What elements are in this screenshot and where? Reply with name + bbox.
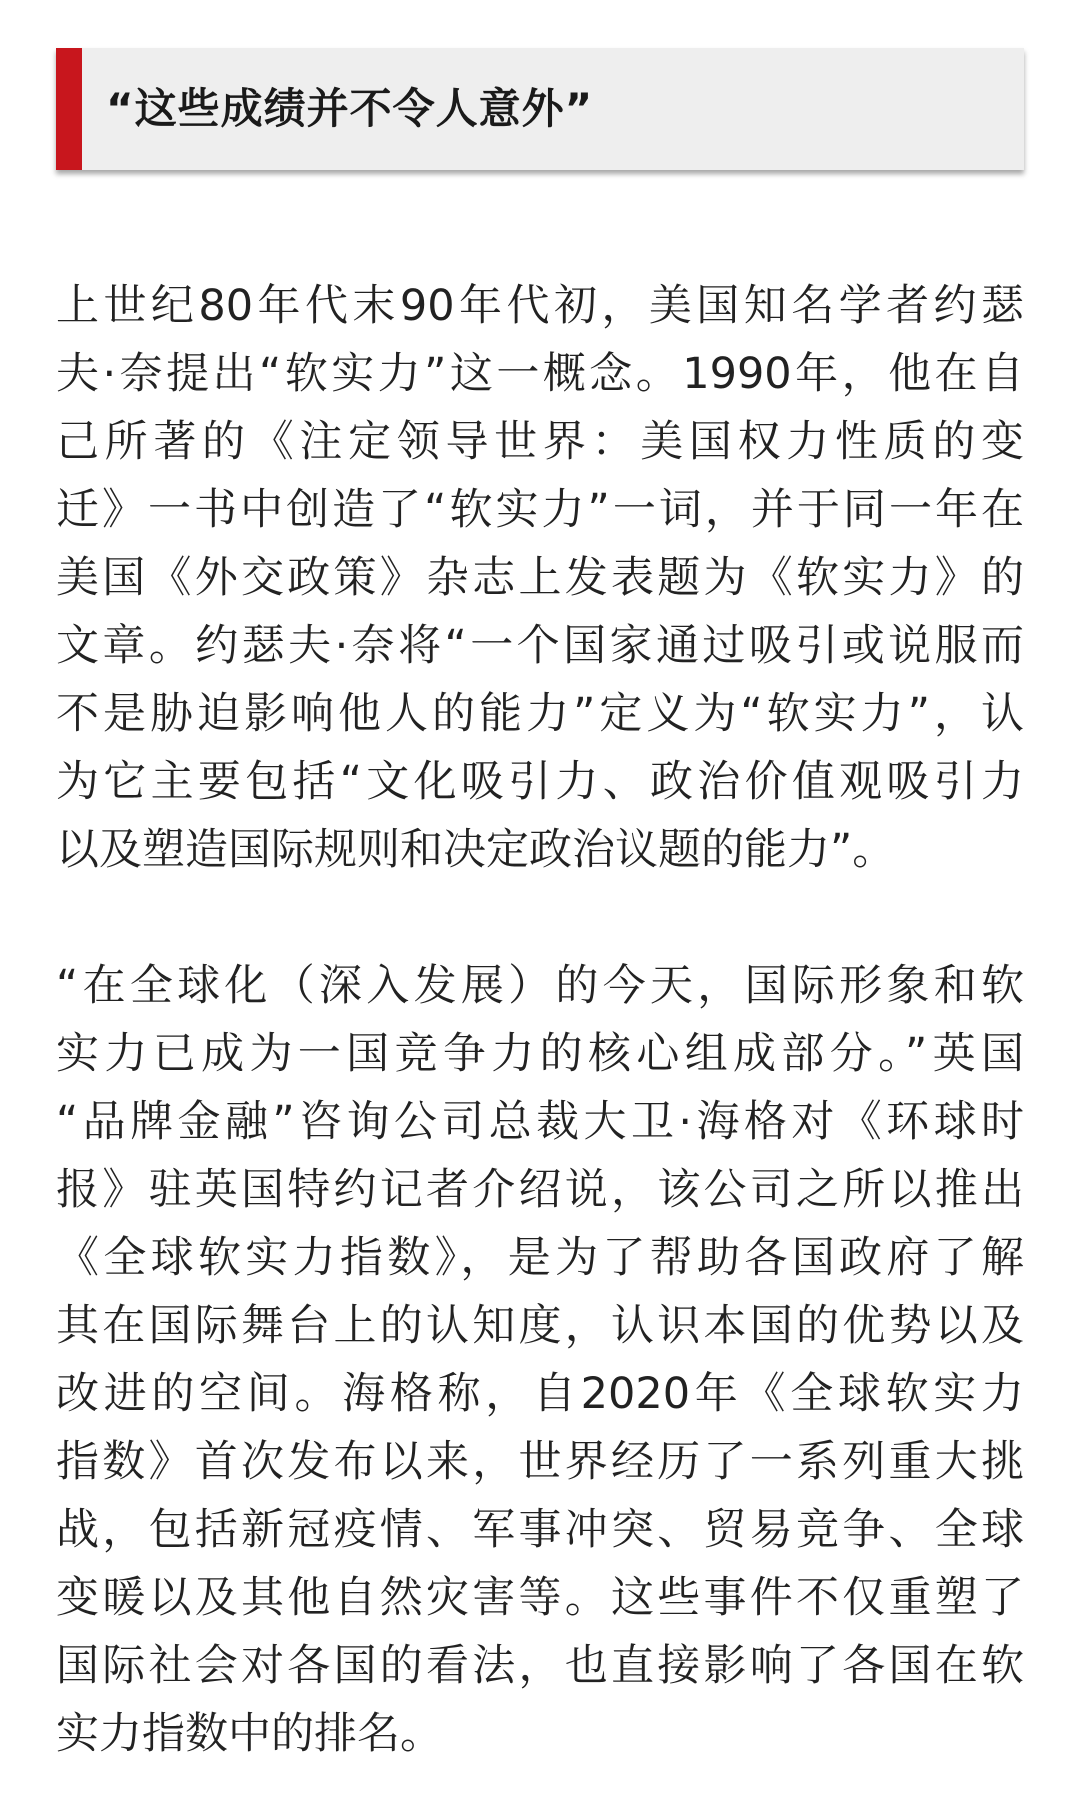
paragraph-line: 夫·奈提出“软实力”这一概念。1990年，他在自 <box>56 349 1024 399</box>
paragraph-line: 战，包括新冠疫情、军事冲突、贸易竞争、全球 <box>56 1505 1024 1555</box>
paragraph-line: 上世纪80年代末90年代初，美国知名学者约瑟 <box>56 281 1024 331</box>
section-title: “这些成绩并不令人意外” <box>106 84 594 133</box>
paragraph-line: 国际社会对各国的看法，也直接影响了各国在软 <box>56 1641 1024 1691</box>
paragraph-line: 实力已成为一国竞争力的核心组成部分。”英国 <box>56 1029 1024 1079</box>
paragraph-line: 其在国际舞台上的认知度，认识本国的优势以及 <box>56 1301 1024 1351</box>
paragraph-line: 己所著的《注定领导世界：美国权力性质的变 <box>56 417 1024 467</box>
article-paragraph-2 <box>56 952 1024 1768</box>
paragraph-line: 迁》一书中创造了“软实力”一词，并于同一年在 <box>56 485 1024 535</box>
paragraph-line: 变暖以及其他自然灾害等。这些事件不仅重塑了 <box>56 1573 1024 1623</box>
paragraph-line: “品牌金融”咨询公司总裁大卫·海格对《环球时 <box>56 1097 1024 1147</box>
paragraph-line: 美国《外交政策》杂志上发表题为《软实力》的 <box>56 553 1024 603</box>
paragraph-line: 以及塑造国际规则和决定政治议题的能力”。 <box>56 825 896 875</box>
paragraph-line: 指数》首次发布以来，世界经历了一系列重大挑 <box>56 1437 1024 1487</box>
paragraph-line: 为它主要包括“文化吸引力、政治价值观吸引力 <box>56 757 1024 807</box>
header-accent-bar <box>56 48 82 170</box>
paragraph-line: 改进的空间。海格称，自2020年《全球软实力 <box>56 1369 1024 1419</box>
article-paragraph-1 <box>56 272 1024 884</box>
paragraph-line: 不是胁迫影响他人的能力”定义为“软实力”，认 <box>56 689 1024 739</box>
paragraph-line: “在全球化（深入发展）的今天，国际形象和软 <box>56 961 1024 1011</box>
paragraph-line: 文章。约瑟夫·奈将“一个国家通过吸引或说服而 <box>56 621 1024 671</box>
paragraph-line: 实力指数中的排名。 <box>56 1709 443 1759</box>
paragraph-line: 《全球软实力指数》，是为了帮助各国政府了解 <box>56 1233 1024 1283</box>
paragraph-line: 报》驻英国特约记者介绍说，该公司之所以推出 <box>56 1165 1024 1215</box>
section-header <box>56 48 1024 170</box>
